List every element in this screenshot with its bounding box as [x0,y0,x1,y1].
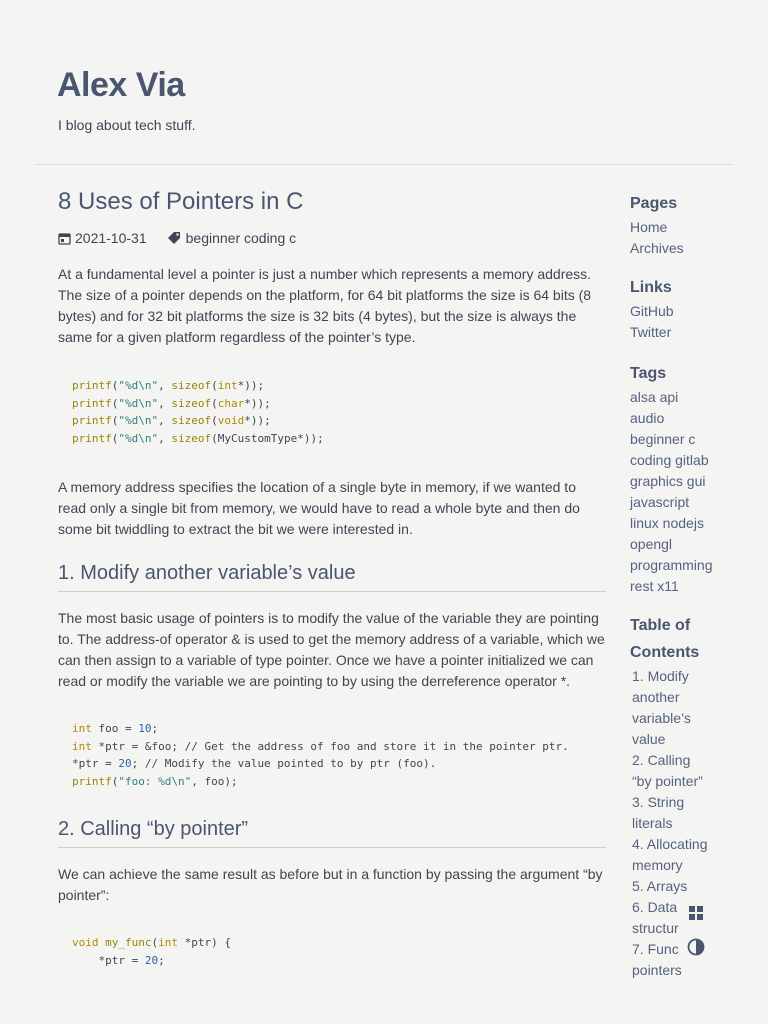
post-title: 8 Uses of Pointers in C [58,188,304,215]
sidebar-tag[interactable]: rest x11 [630,578,679,594]
sidebar-tag[interactable]: opengl [630,536,673,552]
post-content [58,188,606,969]
sidebar-tag[interactable]: linux nodejs [630,515,704,531]
grid-icon [688,905,704,921]
toc-item[interactable]: variable’s [632,710,691,726]
sidebar-page-home[interactable]: Home [630,219,668,235]
post-tags [167,230,297,246]
sidebar-toc-heading-line-1: Table of [630,617,691,634]
toc-item[interactable]: memory [632,857,683,873]
sidebar-links-list [630,301,730,343]
toc-item[interactable]: 4. Allocating [632,836,708,852]
grid-toggle-button[interactable] [685,902,707,924]
sidebar-tags-list [630,387,730,597]
toc-item[interactable]: 1. Modify [632,668,689,684]
section-1-paragraph: The most basic usage of pointers is to modify the value of the variable they are pointing to. The address-of operator & is used to get the memory address of a variable, which we can then assign to a variable of type pointer. Once we have a pointer initialized we can read or modify the variable we are pointing to by using the derreference operator *. [58,610,605,689]
toc-item[interactable]: 2. Calling [632,752,691,768]
toc-item[interactable]: “by pointer” [632,773,703,789]
toc-item[interactable]: 6. Data [632,899,678,915]
sidebar-tag[interactable]: javascript [630,494,690,510]
toc-item[interactable]: another [632,689,680,705]
sidebar-toc-heading [630,612,730,666]
sidebar-pages-heading: Pages [630,195,678,212]
toc-item[interactable]: 3. String [632,794,685,810]
contrast-icon [687,938,705,956]
memory-paragraph: A memory address specifies the location of a single byte in memory, if we wanted to read only a single bit from memory, we would have to read a whole byte and then do some bit twiddling to extract the bit we were interested in. [58,479,580,537]
code-block-modify: int foo = 10; int *ptr = &foo; // Get the address of foo and store it in the pointer ptr. *ptr = 20; // Modify the value pointed to by ptr (foo). printf("foo: %d\n", foo); [72,722,569,788]
post-date-text: 2021-10-31 [75,230,147,246]
toc-item[interactable]: 5. Arrays [632,878,688,894]
sidebar-tag[interactable]: alsa api [630,389,679,405]
code-block-sizeof: printf("%d\n", sizeof(int*)); printf("%d\n", sizeof(char*)); printf("%d\n", sizeof(void*)); printf("%d\n", sizeof(MyCustomType*)); [72,379,324,445]
sidebar [630,190,730,981]
sidebar-pages-list [630,217,730,259]
site-tagline: I blog about tech stuff. [58,117,196,133]
post-meta [58,230,606,246]
sidebar-tag[interactable]: graphics gui [630,473,706,489]
sidebar-tag[interactable]: programming [630,557,713,573]
post-date [58,230,147,246]
site-title[interactable]: Alex Via [57,66,185,104]
tag-icon [167,231,182,245]
section-2-paragraph: We can achieve the same result as before but in a function by passing the argument “by pointer”: [58,866,603,903]
intro-paragraph: At a fundamental level a pointer is just a number which represents a memory address. The size of a pointer depends on the platform, for 64 bit platforms the size is 64 bits (8 bytes) and for 32 bit platforms the size is 32 bits (4 bytes), but the size is always the same for a given platform regardless of the pointer’s type. [58,266,592,345]
sidebar-tag[interactable]: audio [630,410,665,426]
header-divider [36,164,733,165]
section-2-heading: 2. Calling “by pointer” [58,818,606,848]
sidebar-link-github[interactable]: GitHub [630,303,674,319]
sidebar-page-archives[interactable]: Archives [630,240,684,256]
toc-item[interactable]: 7. Func [632,941,679,957]
calendar-icon [58,232,71,245]
post-tags-text[interactable]: beginner coding c [185,230,297,246]
sidebar-links-heading: Links [630,279,672,296]
toc-item[interactable]: pointers [632,962,682,978]
sidebar-tag[interactable]: coding gitlab [630,452,709,468]
theme-toggle-button[interactable] [685,936,707,958]
section-1-heading: 1. Modify another variable’s value [58,562,606,592]
sidebar-tag[interactable]: beginner c [630,431,696,447]
toc-item[interactable]: structur [632,920,679,936]
toc-item[interactable]: literals [632,815,673,831]
code-block-func: void my_func(int *ptr) { *ptr = 20; [72,936,231,967]
toc-item[interactable]: value [632,731,666,747]
sidebar-toc-list [630,666,730,981]
sidebar-toc-heading-line-2: Contents [630,644,700,661]
sidebar-tags-heading: Tags [630,365,667,382]
sidebar-link-twitter[interactable]: Twitter [630,324,672,340]
